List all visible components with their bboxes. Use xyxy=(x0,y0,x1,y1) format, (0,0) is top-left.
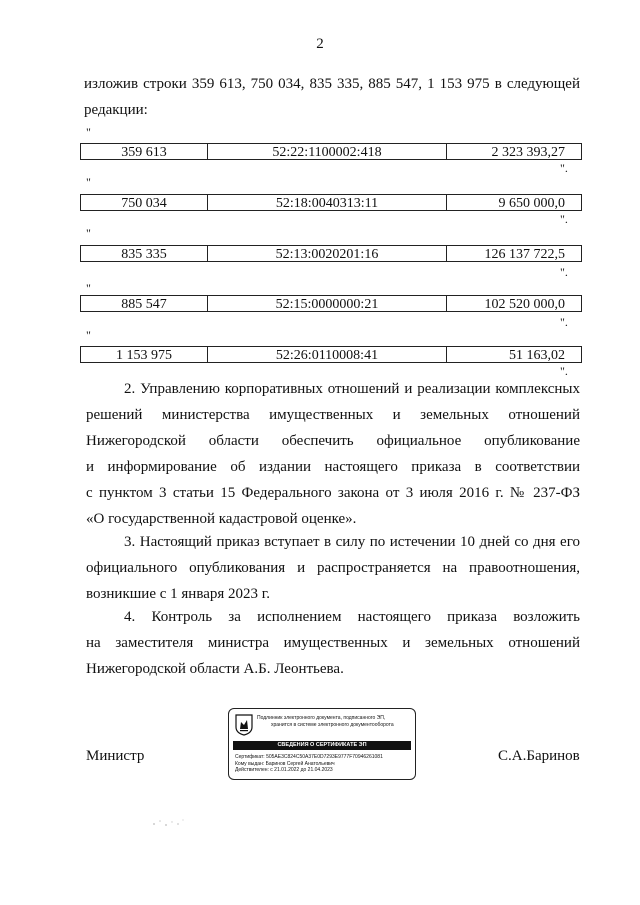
quote-close-5: ". xyxy=(560,364,568,378)
row-number: 885 547 xyxy=(81,296,208,311)
quote-open-2: " xyxy=(86,175,91,189)
cadastral-value: 102 520 000,0 xyxy=(484,297,565,312)
quote-open-5: " xyxy=(86,328,91,342)
cadastral-value: 126 137 722,5 xyxy=(484,247,565,262)
paragraph-line: решений министерства имущественных и земельных отношений xyxy=(86,407,580,423)
coat-of-arms-icon xyxy=(235,714,253,736)
table-row xyxy=(80,295,582,312)
row-number: 359 613 xyxy=(81,144,208,159)
paragraph-line: 2. Управлению корпоративных отношений и реализации комплексных xyxy=(124,381,580,397)
scan-artifact xyxy=(148,816,188,830)
paragraph-line: с пунктом 3 статьи 15 Федерального закона от 3 июля 2016 г. № 237-ФЗ xyxy=(86,485,580,501)
paragraph-line: официального опубликования и распространяется на правоотношения, xyxy=(86,560,580,576)
cadastral-value: 9 650 000,0 xyxy=(498,196,565,211)
cadastral-value: 2 323 393,27 xyxy=(491,145,565,160)
signer-position: Министр xyxy=(86,748,145,764)
stamp-title-band: СВЕДЕНИЯ О СЕРТИФИКАТЕ ЭП xyxy=(233,741,411,750)
paragraph-line: на заместителя министра имущественных и земельных отношений xyxy=(86,635,580,651)
paragraph-3 xyxy=(86,529,580,607)
cadastral-number: 52:22:1100002:418 xyxy=(208,144,447,159)
quote-open-3: " xyxy=(86,226,91,240)
quote-close-1: ". xyxy=(560,161,568,175)
stamp-header-line: Подлинник электронного документа, подписанного ЭП, xyxy=(257,715,386,721)
paragraph-line: Нижегородской области А.Б. Леонтьева. xyxy=(86,661,344,677)
table-row xyxy=(80,143,582,160)
intro-line-2: редакции: xyxy=(84,102,148,118)
cadastral-number: 52:15:0000000:21 xyxy=(208,296,447,311)
quote-close-2: ". xyxy=(560,212,568,226)
quote-close-3: ". xyxy=(560,265,568,279)
paragraph-line: и информирование об издании настоящего приказа в соответствии xyxy=(86,459,580,475)
signer-name: С.А.Баринов xyxy=(498,748,580,764)
page-number: 2 xyxy=(316,36,324,52)
quote-close-4: ". xyxy=(560,315,568,329)
row-number: 750 034 xyxy=(81,195,208,210)
stamp-certificate: Сертификат: 505AE3C824C50A37E0D7293E9777F70946261081 xyxy=(235,754,383,760)
quote-open-4: " xyxy=(86,281,91,295)
quote-open-1: " xyxy=(86,125,91,139)
stamp-header-line: хранится в системе электронного документооборота xyxy=(271,721,394,728)
stamp-validity: Действителен: с 21.01.2022 до 21.04.2023 xyxy=(235,767,333,773)
cadastral-number: 52:13:0020201:16 xyxy=(208,246,447,261)
e-signature-stamp xyxy=(228,708,416,780)
paragraph-2 xyxy=(86,376,580,532)
paragraph-line: 3. Настоящий приказ вступает в силу по истечении 10 дней со дня его xyxy=(124,534,580,550)
table-row xyxy=(80,346,582,363)
paragraph-line: возникшие с 1 января 2023 г. xyxy=(86,586,270,602)
intro-line-1: изложив строки 359 613, 750 034, 835 335, 885 547, 1 153 975 в следующей xyxy=(84,76,580,92)
table-row xyxy=(80,194,582,211)
row-number: 1 153 975 xyxy=(81,347,208,362)
cadastral-number: 52:18:0040313:11 xyxy=(208,195,447,210)
paragraph-4 xyxy=(86,604,580,682)
row-number: 835 335 xyxy=(81,246,208,261)
paragraph-line: Нижегородской области обеспечить официальное опубликование xyxy=(86,433,580,449)
cadastral-value: 51 163,02 xyxy=(509,348,565,363)
paragraph-line: 4. Контроль за исполнением настоящего приказа возложить xyxy=(124,609,580,625)
stamp-owner: Кому выдан: Баринов Сергей Анатольевич xyxy=(235,760,335,767)
paragraph-line: «О государственной кадастровой оценке». xyxy=(86,511,357,527)
table-row xyxy=(80,245,582,262)
cadastral-number: 52:26:0110008:41 xyxy=(208,347,447,362)
